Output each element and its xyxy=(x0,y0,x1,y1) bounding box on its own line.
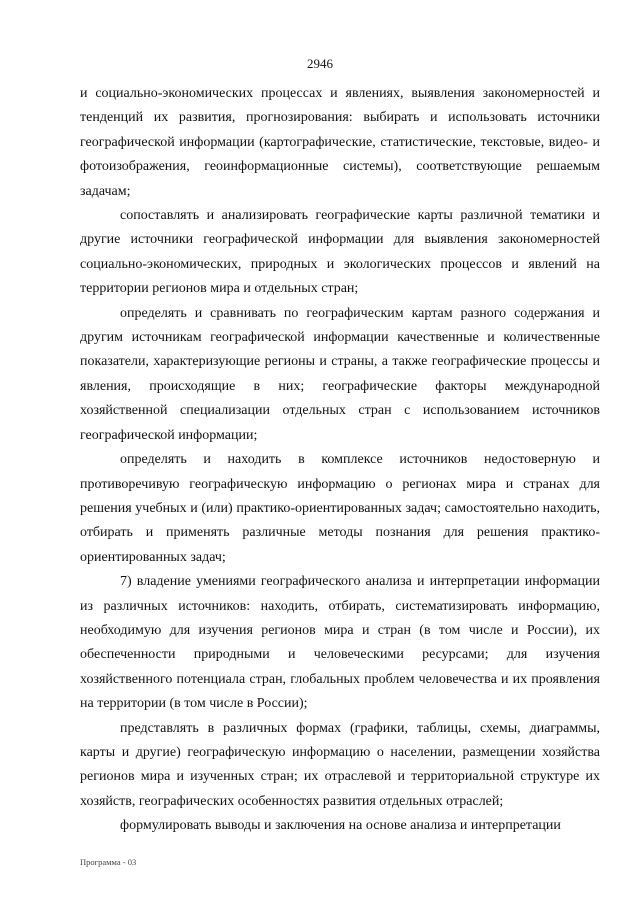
paragraph: представлять в различных формах (графики, таблицы, схемы, диаграммы, карты и другие) географическую информацию о населении, размещении хозяйства регионов мира и изученных стран; их отраслевой и территориальной структуре их хозяйств, географических особенностях развития отдельных отраслей; xyxy=(80,720,600,809)
document-body xyxy=(80,82,600,839)
paragraph: формулировать выводы и заключения на основе анализа и интерпретации xyxy=(120,818,561,834)
paragraph-numbered-7: 7) владение умениями географического анализа и интерпретации информации из различных источников: находить, отбирать, систематизировать информацию, необходимую для изучения регионов мира и стран (в том числе и России), их обеспеченности природными и человеческими ресурсами; для изучения хозяйственного потенциала стран, глобальных проблем человечества и их проявления на территории (в том числе в России); xyxy=(80,574,600,712)
page-number: 2946 xyxy=(307,56,333,71)
paragraph: определять и сравнивать по географическим картам разного содержания и другим источникам географической информации качественные и количественные показатели, характеризующие регионы и страны, а также географические процессы и явления, происходящие в них; географические факторы международной хозяйственной специализации отдельных стран с использованием источников географической информации; xyxy=(80,305,600,443)
paragraph: определять и находить в комплексе источников недостоверную и противоречивую географическую информацию о регионах мира и странах для решения учебных и (или) практико-ориентированных задач; самостоятельно находить, отбирать и применять различные методы познания для решения практико-ориентированных задач; xyxy=(80,452,600,565)
paragraph: и социально-экономических процессах и явлениях, выявления закономерностей и тенденций их развития, прогнозирования: выбирать и использовать источники географической информации (картографические, статистические, текстовые, видео- и фотоизображения, геоинформационные системы), соответствующие решаемым задачам; xyxy=(80,86,600,199)
paragraph: сопоставлять и анализировать географические карты различной тематики и другие источники географической информации для выявления закономерностей социально-экономических, природных и экологических процессов и явлений на территории регионов мира и отдельных стран; xyxy=(80,208,600,297)
footer-label: Программа - 03 xyxy=(80,857,137,867)
